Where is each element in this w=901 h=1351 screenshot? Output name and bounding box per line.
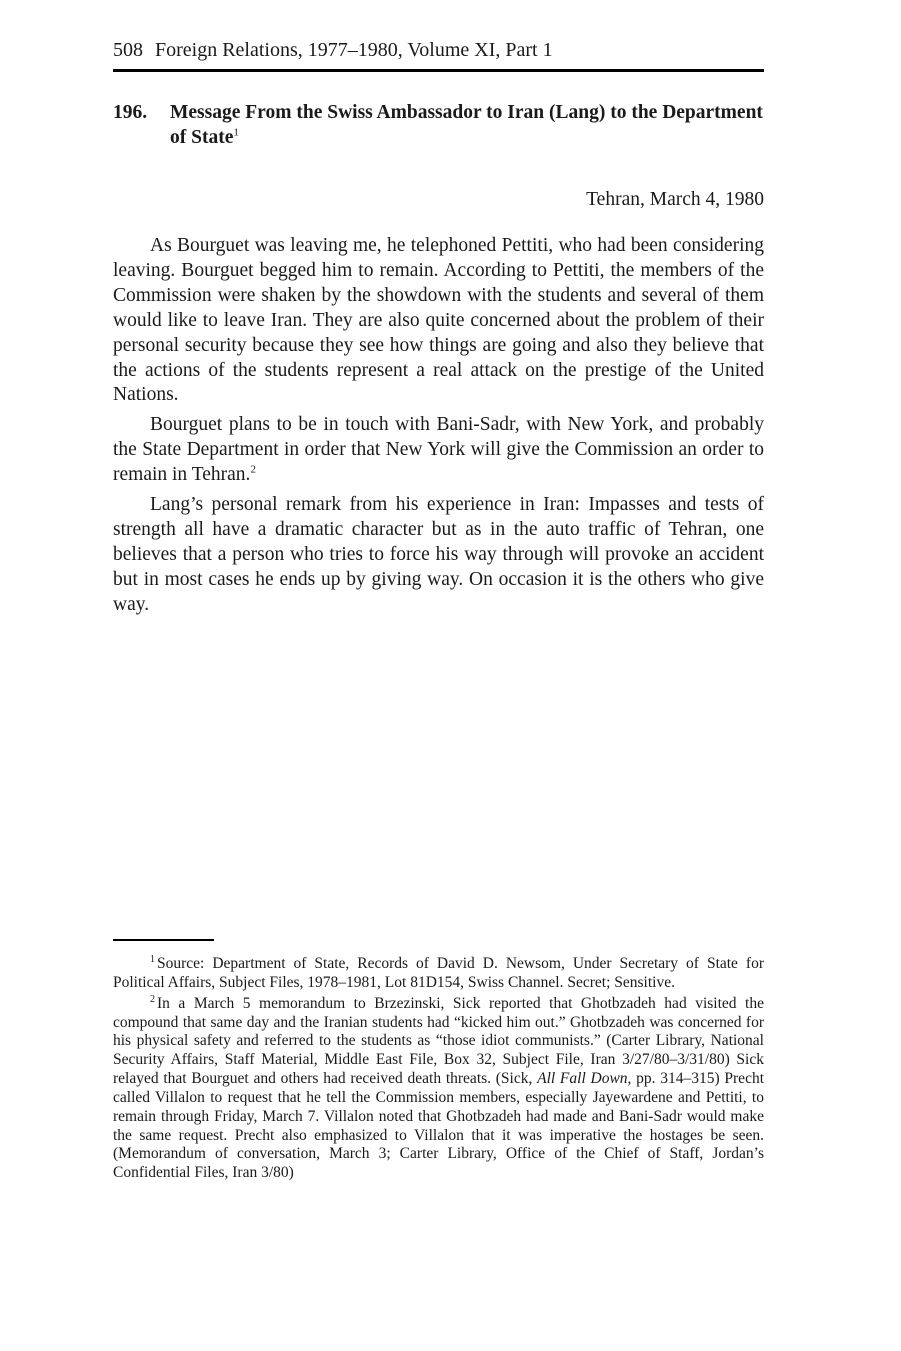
footnote-2-text-a: In a March 5 memorandum to Brzezinski, Sick reported that Ghotbzadeh had visited the compound that same day and the Iranian students had “kicked him out.” Ghotbzadeh was concerned for his physical safety and referred to the students as “those idiot communists.” (Carter Library, National Security Affairs, Staff Material, Middle East File, Box 32, Subject File, Iran 3/27/80–3/31/80) Sick relayed that Bourguet and others had received death threats. (Sick,	[113, 994, 764, 1088]
footnote-1-marker: 1	[150, 953, 155, 965]
document-heading	[113, 100, 764, 150]
document-number: 196.	[113, 102, 148, 123]
footnote-1-text: Source: Department of State, Records of David D. Newsom, Under Secretary of State for Political Affairs, Subject Files, 1978–1981, Lot 81D154, Swiss Channel. Secret; Sensitive.	[113, 955, 764, 991]
footnote-rule	[113, 939, 214, 941]
footnote-1	[113, 955, 764, 993]
paragraph-3: Lang’s personal remark from his experience in Iran: Impasses and tests of strength all have a dramatic character but as in the auto traffic of Tehran, one believes that a person who tries to force his way through will provoke an accident but in most cases he ends up by giving way. On occasion it is the others who give way.	[113, 494, 764, 615]
footnote-ref-2[interactable]: 2	[250, 463, 256, 476]
document-body	[113, 234, 764, 623]
document-title-text: Message From the Swiss Ambassador to Iran (Lang) to the Department of State	[170, 102, 763, 148]
series-title: Foreign Relations, 1977–1980, Volume XI, Part 1	[155, 39, 553, 61]
footnote-2	[113, 995, 764, 1183]
document-title	[170, 100, 764, 150]
paragraph-2	[113, 413, 764, 488]
page-number: 508	[113, 39, 143, 61]
footnotes	[113, 955, 764, 1185]
dateline: Tehran, March 4, 1980	[586, 189, 764, 210]
footnote-2-book-title: All Fall Down,	[537, 1070, 632, 1088]
footnote-2-text-b: pp. 314–315) Precht called Villalon to request that he tell the Commission members, especially Jayewardene and Pettiti, to remain through Friday, March 7. Villalon noted that Ghotbzadeh had made and Bani-Sadr would make the same request. Precht also emphasized to Villalon that it was imperative the hostages be seen. (Memorandum of conversation, March 3; Carter Library, Office of the Chief of Staff, Jordan’s Confidential Files, Iran 3/80)	[113, 1070, 764, 1182]
header-rule	[113, 69, 764, 72]
paragraph-1: As Bourguet was leaving me, he telephoned Pettiti, who had been considering leaving. Bourguet begged him to remain. According to Pettiti, the members of the Commission were shaken by the showdown with the students and several of them would like to leave Iran. They are also quite concerned about the problem of their personal security because they see how things are going and also they believe that the actions of the students represent a real attack on the prestige of the United Nations.	[113, 235, 764, 406]
footnote-2-marker: 2	[150, 993, 155, 1005]
footnote-ref-1[interactable]: 1	[233, 126, 239, 139]
running-header	[113, 38, 764, 62]
paragraph-2-text: Bourguet plans to be in touch with Bani-Sadr, with New York, and probably the State Department in order that New York will give the Commission an order to remain in Tehran.	[113, 414, 764, 486]
